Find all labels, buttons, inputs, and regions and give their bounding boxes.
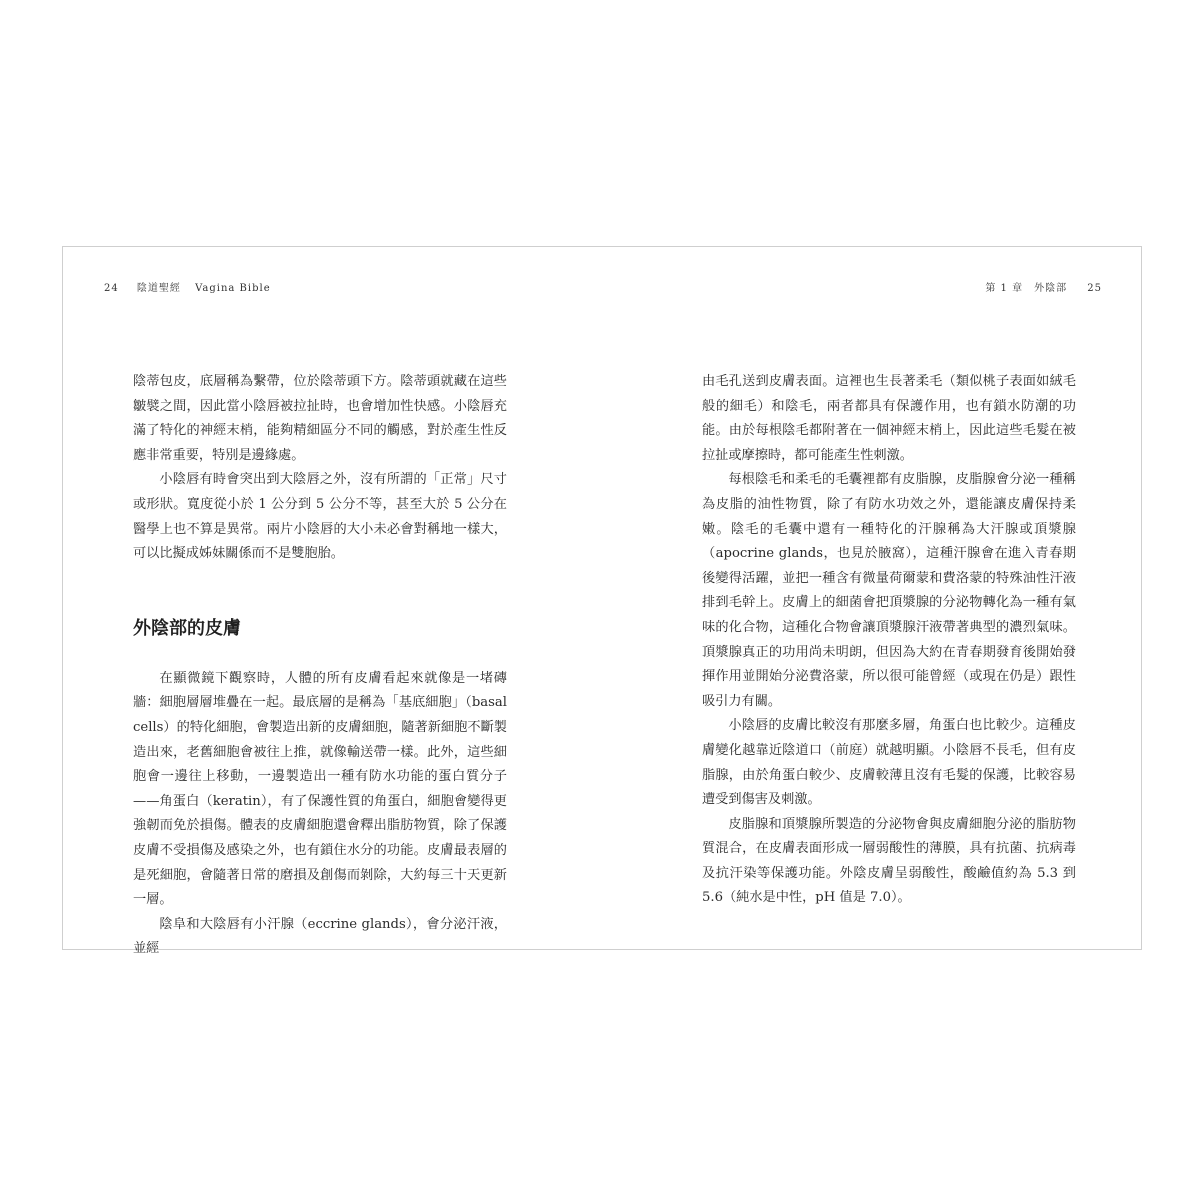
- paragraph: 陰蒂包皮，底層稱為繫帶，位於陰蒂頭下方。陰蒂頭就藏在這些皺襞之間，因此當小陰唇被拉扯時，也會增加性快感。小陰唇充滿了特化的神經末梢，能夠精細區分不同的觸感，對於產生性反應非常重要，特別是邊緣處。: [133, 374, 507, 463]
- left-page-body: [133, 370, 507, 962]
- right-page-number: 25: [1087, 283, 1102, 294]
- right-running-head: [985, 279, 1102, 294]
- paragraph: 在顯微鏡下觀察時，人體的所有皮膚看起來就像是一堵磚牆：細胞層層堆疊在一起。最底層的是稱為「基底細胞」（basal cells）的特化細胞，會製造出新的皮膚細胞，隨著新細胞不斷製造出來，老舊細胞會被往上推，就像輸送帶一樣。此外，這些細胞會一邊往上移動，一邊製造出一種有防水功能的蛋白質分子——角蛋白（keratin），有了保護性質的角蛋白，細胞會變得更強韌而免於損傷。體表的皮膚細胞還會釋出脂肪物質，除了保護皮膚不受損傷及感染之外，也有鎖住水分的功能。皮膚最表層的是死細胞，會隨著日常的磨損及創傷而剝除，大約每三十天更新一層。: [133, 670, 507, 908]
- running-chapter: 第 1 章 外陰部: [985, 283, 1068, 294]
- running-title: 陰道聖經: [136, 283, 181, 294]
- running-title-en: Vagina Bible: [195, 283, 271, 294]
- paragraph: 小陰唇有時會突出到大陰唇之外，沒有所謂的「正常」尺寸或形狀。寬度從小於 1 公分到 5 公分不等，甚至大於 5 公分在醫學上也不算是異常。兩片小陰唇的大小未必會對稱地一樣大，可以比擬成姊妹關係而不是雙胞胎。: [133, 472, 507, 562]
- left-page-number: 24: [104, 283, 119, 294]
- paragraph: 皮脂腺和頂漿腺所製造的分泌物會與皮膚細胞分泌的脂肪物質混合，在皮膚表面形成一層弱酸性的薄膜，具有抗菌、抗病毒及抗汗染等保護功能。外陰皮膚呈弱酸性，酸鹼值約為 5.3 到 5.6（純水是中性，pH 值是 7.0）。: [702, 816, 1076, 906]
- paragraph: 陰阜和大陰唇有小汗腺（eccrine glands），會分泌汗液，並經: [133, 916, 507, 957]
- paragraph: 小陰唇的皮膚比較沒有那麼多層，角蛋白也比較少。這種皮膚變化越靠近陰道口（前庭）就越明顯。小陰唇不長毛，但有皮脂腺，由於角蛋白較少、皮膚較薄且沒有毛髮的保護，比較容易遭受到傷害及刺激。: [702, 718, 1076, 808]
- section-heading: 外陰部的皮膚: [133, 617, 241, 639]
- left-running-head: [104, 279, 271, 294]
- right-page-body: [702, 370, 1076, 911]
- paragraph: 由毛孔送到皮膚表面。這裡也生長著柔毛（類似桃子表面如絨毛般的細毛）和陰毛，兩者都具有保護作用，也有鎖水防潮的功能。由於每根陰毛都附著在一個神經末梢上，因此這些毛髮在被拉扯或摩擦時，都可能產生性刺激。: [702, 374, 1076, 463]
- paragraph: 每根陰毛和柔毛的毛囊裡都有皮脂腺，皮脂腺會分泌一種稱為皮脂的油性物質，除了有防水功效之外，還能讓皮膚保持柔嫩。陰毛的毛囊中還有一種特化的汗腺稱為大汗腺或頂漿腺（apocrine glands，也見於腋窩），這種汗腺會在進入青春期後變得活躍，並把一種含有微量荷爾蒙和費洛蒙的特殊油性汗液排到毛幹上。皮膚上的細菌會把頂漿腺的分泌物轉化為一種有氣味的化合物，這種化合物會讓頂漿腺汗液帶著典型的濃烈氣味。頂漿腺真正的功用尚未明朗，但因為大約在青春期發育後開始發揮作用並開始分泌費洛蒙，所以很可能曾經（或現在仍是）跟性吸引力有關。: [702, 472, 1076, 709]
